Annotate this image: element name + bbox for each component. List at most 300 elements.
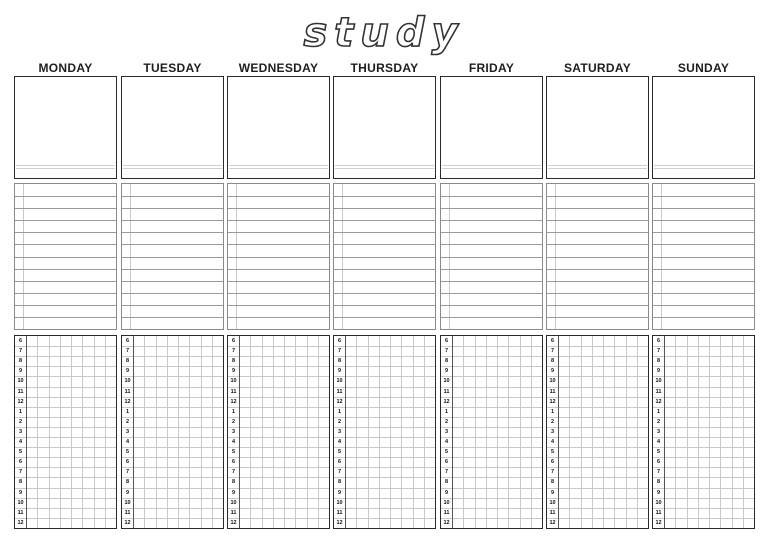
lined-writing-box[interactable] — [121, 183, 224, 330]
hour-row[interactable] — [547, 457, 648, 467]
hour-row[interactable] — [547, 376, 648, 386]
hour-label: 11 — [17, 509, 24, 516]
hour-row[interactable] — [122, 366, 223, 376]
hour-row[interactable] — [653, 356, 754, 366]
ruled-line — [547, 293, 648, 294]
hour-row[interactable] — [334, 437, 435, 447]
grid-row-line — [547, 346, 648, 347]
hour-row[interactable] — [547, 417, 648, 427]
grid-column-line — [284, 336, 285, 528]
ruled-line — [228, 232, 329, 233]
hourly-schedule-grid[interactable] — [121, 335, 224, 529]
hour-row[interactable] — [122, 518, 223, 528]
grid-column-line — [144, 336, 145, 528]
grid-column-line — [531, 336, 532, 528]
hour-row[interactable] — [547, 397, 648, 407]
hour-row[interactable] — [15, 427, 116, 437]
hour-row[interactable] — [122, 457, 223, 467]
notes-box[interactable] — [227, 76, 330, 179]
hour-row[interactable] — [334, 447, 435, 457]
hour-row[interactable] — [15, 407, 116, 417]
ruled-line — [653, 269, 754, 270]
hour-label: 3 — [125, 428, 130, 435]
hour-row[interactable] — [15, 477, 116, 487]
hour-label: 12 — [336, 398, 343, 405]
hour-row[interactable] — [334, 477, 435, 487]
hour-row[interactable] — [15, 387, 116, 397]
hour-label: 7 — [18, 348, 23, 355]
hour-label: 10 — [336, 499, 343, 506]
grid-column-line — [664, 336, 665, 528]
hour-label: 8 — [18, 479, 23, 486]
ruled-line — [122, 281, 223, 282]
hour-label: 1 — [231, 408, 236, 415]
ruled-line — [228, 293, 329, 294]
hour-label: 11 — [443, 509, 450, 516]
hour-row[interactable] — [122, 336, 223, 346]
notes-box[interactable] — [333, 76, 436, 179]
hour-label: 12 — [549, 519, 556, 526]
lined-writing-box[interactable] — [440, 183, 543, 330]
hour-label: 12 — [655, 398, 662, 405]
day-heading: SUNDAY — [677, 61, 730, 75]
grid-row-line — [228, 467, 329, 468]
hour-row[interactable] — [441, 366, 542, 376]
notes-guide-line — [654, 165, 753, 166]
hour-label: 6 — [550, 459, 555, 466]
hour-row[interactable] — [15, 498, 116, 508]
grid-column-line — [82, 336, 83, 528]
hour-row[interactable] — [334, 498, 435, 508]
hour-row[interactable] — [228, 376, 329, 386]
hour-row[interactable] — [441, 417, 542, 427]
hour-label: 5 — [125, 449, 130, 456]
grid-row-line — [228, 387, 329, 388]
notes-guide-line — [16, 165, 115, 166]
hour-label: 12 — [124, 519, 131, 526]
grid-row-line — [441, 477, 542, 478]
grid-column-line — [26, 336, 27, 528]
hour-row[interactable] — [15, 346, 116, 356]
grid-column-line — [356, 336, 357, 528]
grid-column-line — [558, 336, 559, 528]
hour-row[interactable] — [547, 366, 648, 376]
hour-label: 11 — [230, 388, 237, 395]
ruled-line — [334, 317, 435, 318]
hour-row[interactable] — [15, 417, 116, 427]
hour-row[interactable] — [547, 477, 648, 487]
hour-label: 6 — [18, 338, 23, 344]
ruled-line — [122, 269, 223, 270]
grid-row-line — [441, 407, 542, 408]
notes-guide-line — [335, 165, 434, 166]
hour-label: 10 — [230, 499, 237, 506]
hour-label: 4 — [337, 439, 342, 445]
hour-row[interactable] — [122, 508, 223, 518]
hour-row[interactable] — [334, 518, 435, 528]
hour-row[interactable] — [441, 437, 542, 447]
grid-column-line — [709, 336, 710, 528]
hour-row[interactable] — [653, 376, 754, 386]
hour-label: 5 — [656, 449, 661, 456]
notes-box[interactable] — [652, 76, 755, 179]
grid-row-line — [653, 467, 754, 468]
hour-row[interactable] — [334, 366, 435, 376]
hour-label: 11 — [443, 388, 450, 395]
hour-row[interactable] — [653, 518, 754, 528]
hour-label: 7 — [125, 469, 130, 476]
hour-row[interactable] — [547, 488, 648, 498]
hourly-schedule-grid[interactable] — [227, 335, 330, 529]
grid-column-line — [720, 336, 721, 528]
notes-guide-line — [229, 168, 328, 169]
grid-row-line — [653, 427, 754, 428]
hour-row[interactable] — [122, 477, 223, 487]
grid-row-line — [334, 447, 435, 448]
hour-row[interactable] — [228, 518, 329, 528]
hour-label: 5 — [337, 449, 342, 456]
lined-writing-box[interactable] — [652, 183, 755, 330]
hour-row[interactable] — [228, 427, 329, 437]
hour-label: 4 — [444, 439, 449, 445]
hour-row[interactable] — [15, 437, 116, 447]
grid-row-line — [653, 477, 754, 478]
hour-row[interactable] — [653, 508, 754, 518]
grid-column-line — [675, 336, 676, 528]
ruled-line — [228, 281, 329, 282]
hour-row[interactable] — [15, 356, 116, 366]
ruled-line — [653, 281, 754, 282]
hour-row[interactable] — [122, 427, 223, 437]
hour-row[interactable] — [653, 447, 754, 457]
ruled-line — [334, 208, 435, 209]
ruled-line — [228, 305, 329, 306]
hour-row[interactable] — [15, 457, 116, 467]
hour-row[interactable] — [441, 387, 542, 397]
hour-row[interactable] — [228, 336, 329, 346]
hour-row[interactable] — [441, 376, 542, 386]
hour-row[interactable] — [334, 346, 435, 356]
hour-label: 2 — [656, 418, 661, 425]
ruled-line — [334, 281, 435, 282]
hour-label: 7 — [444, 469, 449, 476]
grid-column-line — [687, 336, 688, 528]
hour-row[interactable] — [122, 407, 223, 417]
grid-row-line — [334, 508, 435, 509]
grid-row-line — [653, 407, 754, 408]
grid-row-line — [15, 508, 116, 509]
hour-label: 2 — [337, 418, 342, 425]
hour-row[interactable] — [15, 366, 116, 376]
hourly-schedule-grid[interactable] — [546, 335, 649, 529]
hour-row[interactable] — [547, 508, 648, 518]
hour-row[interactable] — [547, 346, 648, 356]
notes-box[interactable] — [440, 76, 543, 179]
grid-column-line — [424, 336, 425, 528]
grid-row-line — [334, 407, 435, 408]
hour-row[interactable] — [653, 427, 754, 437]
notes-guide-line — [548, 165, 647, 166]
hourly-schedule-grid[interactable] — [652, 335, 755, 529]
hour-row[interactable] — [441, 346, 542, 356]
hour-row[interactable] — [334, 488, 435, 498]
hour-label: 6 — [444, 459, 449, 466]
grid-row-line — [15, 366, 116, 367]
notes-box[interactable] — [14, 76, 117, 179]
hour-row[interactable] — [228, 366, 329, 376]
lined-writing-box[interactable] — [546, 183, 649, 330]
hour-row[interactable] — [653, 417, 754, 427]
hour-row[interactable] — [441, 467, 542, 477]
grid-row-line — [547, 376, 648, 377]
lined-writing-box[interactable] — [14, 183, 117, 330]
hour-row[interactable] — [441, 477, 542, 487]
ruled-line — [334, 196, 435, 197]
hour-row[interactable] — [228, 498, 329, 508]
grid-row-line — [122, 397, 223, 398]
grid-row-line — [653, 397, 754, 398]
hour-label: 1 — [444, 408, 449, 415]
ruled-line — [653, 196, 754, 197]
hourly-schedule-grid[interactable] — [14, 335, 117, 529]
hour-row[interactable] — [334, 336, 435, 346]
hour-label: 1 — [18, 408, 23, 415]
ruled-line — [334, 293, 435, 294]
grid-row-line — [547, 477, 648, 478]
hour-row[interactable] — [334, 457, 435, 467]
ruled-line — [547, 232, 648, 233]
notes-guide-line — [654, 168, 753, 169]
hour-row[interactable] — [122, 397, 223, 407]
hour-row[interactable] — [653, 467, 754, 477]
hour-row[interactable] — [228, 508, 329, 518]
grid-row-line — [228, 518, 329, 519]
hour-row[interactable] — [122, 447, 223, 457]
ruled-line — [15, 293, 116, 294]
grid-row-line — [441, 488, 542, 489]
hour-row[interactable] — [15, 467, 116, 477]
hour-row[interactable] — [122, 467, 223, 477]
hour-row[interactable] — [122, 498, 223, 508]
hour-label: 8 — [125, 358, 130, 365]
hour-row[interactable] — [228, 477, 329, 487]
hour-row[interactable] — [547, 427, 648, 437]
hour-row[interactable] — [228, 407, 329, 417]
ruled-line — [15, 269, 116, 270]
ruled-line — [228, 257, 329, 258]
hour-label: 12 — [655, 519, 662, 526]
notes-guide-line — [123, 165, 222, 166]
hour-row[interactable] — [122, 387, 223, 397]
ruled-line — [441, 269, 542, 270]
day-column-friday — [440, 0, 543, 543]
hour-row[interactable] — [228, 447, 329, 457]
hour-row[interactable] — [122, 417, 223, 427]
hour-row[interactable] — [547, 518, 648, 528]
hour-row[interactable] — [547, 498, 648, 508]
hour-row[interactable] — [15, 376, 116, 386]
hour-row[interactable] — [441, 397, 542, 407]
hour-row[interactable] — [122, 488, 223, 498]
grid-row-line — [441, 518, 542, 519]
hour-label: 9 — [125, 489, 130, 496]
hour-row[interactable] — [441, 488, 542, 498]
hour-row[interactable] — [228, 488, 329, 498]
hour-label: 10 — [655, 499, 662, 506]
hour-row[interactable] — [441, 336, 542, 346]
hour-row[interactable] — [441, 356, 542, 366]
grid-row-line — [653, 447, 754, 448]
hour-row[interactable] — [547, 387, 648, 397]
ruled-line — [15, 281, 116, 282]
lined-writing-box[interactable] — [227, 183, 330, 330]
hour-row[interactable] — [15, 447, 116, 457]
grid-row-line — [15, 417, 116, 418]
hour-row[interactable] — [547, 336, 648, 346]
hour-row[interactable] — [653, 498, 754, 508]
grid-row-line — [228, 366, 329, 367]
ruled-line — [15, 305, 116, 306]
hour-row[interactable] — [653, 477, 754, 487]
grid-column-line — [698, 336, 699, 528]
hour-row[interactable] — [15, 488, 116, 498]
hour-label: 6 — [337, 338, 342, 344]
hour-row[interactable] — [653, 407, 754, 417]
grid-row-line — [653, 387, 754, 388]
hour-label: 2 — [18, 418, 23, 425]
hour-row[interactable] — [653, 387, 754, 397]
grid-row-line — [334, 518, 435, 519]
ruled-line — [334, 244, 435, 245]
hourly-schedule-grid[interactable] — [333, 335, 436, 529]
grid-column-line — [307, 336, 308, 528]
hour-row[interactable] — [441, 447, 542, 457]
hour-row[interactable] — [15, 508, 116, 518]
hour-label: 8 — [231, 479, 236, 486]
day-heading: THURSDAY — [350, 61, 419, 75]
hour-label: 6 — [656, 459, 661, 466]
day-heading: MONDAY — [38, 61, 93, 75]
hour-label: 7 — [550, 469, 555, 476]
notes-box[interactable] — [121, 76, 224, 179]
grid-row-line — [228, 477, 329, 478]
grid-row-line — [441, 376, 542, 377]
ruled-line — [441, 317, 542, 318]
hour-row[interactable] — [122, 356, 223, 366]
hour-label: 11 — [336, 388, 343, 395]
hour-row[interactable] — [653, 488, 754, 498]
hour-label: 10 — [443, 378, 450, 385]
grid-column-line — [60, 336, 61, 528]
hour-row[interactable] — [122, 346, 223, 356]
hour-label: 8 — [444, 479, 449, 486]
hour-row[interactable] — [441, 407, 542, 417]
hour-row[interactable] — [334, 387, 435, 397]
grid-row-line — [122, 356, 223, 357]
hour-row[interactable] — [441, 498, 542, 508]
grid-row-line — [547, 427, 648, 428]
hour-row[interactable] — [334, 407, 435, 417]
hour-row[interactable] — [441, 427, 542, 437]
hour-row[interactable] — [334, 467, 435, 477]
notes-box[interactable] — [546, 76, 649, 179]
lined-writing-box[interactable] — [333, 183, 436, 330]
grid-column-line — [37, 336, 38, 528]
grid-row-line — [15, 407, 116, 408]
hour-row[interactable] — [334, 508, 435, 518]
hour-row[interactable] — [547, 447, 648, 457]
hour-row[interactable] — [441, 508, 542, 518]
grid-row-line — [228, 376, 329, 377]
hour-row[interactable] — [334, 417, 435, 427]
grid-column-line — [239, 336, 240, 528]
hour-row[interactable] — [228, 437, 329, 447]
hour-row[interactable] — [228, 417, 329, 427]
grid-column-line — [105, 336, 106, 528]
grid-column-line — [626, 336, 627, 528]
hour-row[interactable] — [228, 356, 329, 366]
hour-label: 7 — [231, 469, 236, 476]
grid-row-line — [334, 366, 435, 367]
hourly-schedule-grid[interactable] — [440, 335, 543, 529]
day-column-wednesday — [227, 0, 330, 543]
hour-row[interactable] — [441, 518, 542, 528]
hour-row[interactable] — [228, 397, 329, 407]
hour-row[interactable] — [547, 356, 648, 366]
hour-row[interactable] — [653, 336, 754, 346]
grid-row-line — [122, 437, 223, 438]
hour-row[interactable] — [228, 346, 329, 356]
hour-label: 5 — [444, 449, 449, 456]
hour-row[interactable] — [653, 397, 754, 407]
hour-row[interactable] — [228, 457, 329, 467]
hour-row[interactable] — [15, 336, 116, 346]
grid-row-line — [334, 387, 435, 388]
hour-label: 7 — [550, 348, 555, 355]
hour-row[interactable] — [441, 457, 542, 467]
hour-row[interactable] — [653, 437, 754, 447]
grid-column-line — [614, 336, 615, 528]
hour-row[interactable] — [653, 346, 754, 356]
hour-row[interactable] — [547, 437, 648, 447]
hour-label: 3 — [231, 428, 236, 435]
hour-row[interactable] — [334, 356, 435, 366]
hour-row[interactable] — [228, 467, 329, 477]
hour-row[interactable] — [334, 397, 435, 407]
hour-row[interactable] — [334, 427, 435, 437]
hour-label: 11 — [124, 388, 131, 395]
hour-row[interactable] — [653, 457, 754, 467]
hour-row[interactable] — [15, 397, 116, 407]
grid-row-line — [441, 397, 542, 398]
hour-row[interactable] — [653, 366, 754, 376]
grid-column-line — [520, 336, 521, 528]
hour-row[interactable] — [122, 437, 223, 447]
hour-label: 7 — [337, 469, 342, 476]
hour-label: 10 — [17, 499, 24, 506]
hour-row[interactable] — [228, 387, 329, 397]
hour-label: 6 — [656, 338, 661, 344]
hour-row[interactable] — [547, 467, 648, 477]
hour-row[interactable] — [334, 376, 435, 386]
hour-label: 7 — [337, 348, 342, 355]
hour-row[interactable] — [15, 518, 116, 528]
hour-row[interactable] — [122, 376, 223, 386]
hour-row[interactable] — [547, 407, 648, 417]
grid-column-line — [637, 336, 638, 528]
notes-guide-line — [123, 168, 222, 169]
hour-label: 8 — [337, 358, 342, 365]
